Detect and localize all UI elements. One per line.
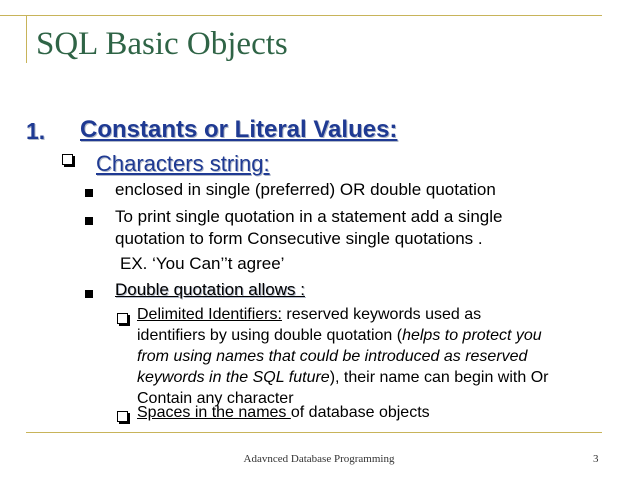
- bullet-text-1: enclosed in single (preferred) OR double quotation: [115, 180, 496, 199]
- delimited-line-5: Contain any character: [137, 390, 294, 407]
- filled-square-bullet-icon: [85, 285, 93, 303]
- delimited-line-3: [137, 348, 527, 366]
- spaces-item: [137, 404, 430, 422]
- footer-text: Adavnced Database Programming: [243, 453, 395, 465]
- delimited-line-4: [137, 369, 548, 387]
- subheading-text: Characters string:: [96, 151, 270, 176]
- delimited-line4-italic: keywords in the SQL future: [137, 369, 330, 386]
- open-square-bullet-icon: [117, 311, 128, 329]
- spaces-rest: of database objects: [290, 404, 430, 421]
- filled-square-bullet-icon: [85, 184, 93, 202]
- filled-square-bullet-icon: [85, 212, 93, 230]
- open-square-bullet-icon: [117, 409, 128, 427]
- bullet-text-3: Double quotation allows :: [115, 280, 305, 299]
- delimited-line3-italic: from using names that could be introduced as reserved: [137, 348, 528, 365]
- bottom-rule: [26, 432, 602, 433]
- example-text: EX. ‘You Can’’t agree’: [120, 254, 285, 273]
- top-rule: [0, 15, 602, 16]
- bullet-text-2-line1: To print single quotation in a statement add a single: [115, 207, 503, 226]
- page-number: 3: [593, 453, 599, 465]
- delimited-rest: reserved keywords used as: [281, 306, 482, 323]
- heading-text: Constants or Literal Values:: [80, 116, 398, 143]
- delimited-line4-rest: ), their name can begin with Or: [329, 369, 549, 386]
- delimited-line2-a: identifiers by using double quotation (: [137, 327, 403, 344]
- bullet-text-2-line2: quotation to form Consecutive single quotations .: [115, 229, 483, 248]
- slide-title: SQL Basic Objects: [36, 26, 288, 62]
- spaces-label: Spaces in the names: [137, 404, 291, 421]
- delimited-label: Delimited Identifiers:: [137, 306, 282, 323]
- delimited-line-2: [137, 327, 542, 345]
- delimited-line2-italic: helps to protect you: [402, 327, 542, 344]
- delimited-line-1: [137, 306, 481, 324]
- heading-number: 1.: [26, 118, 46, 144]
- open-square-bullet-icon: [62, 152, 73, 170]
- left-rule: [26, 15, 27, 63]
